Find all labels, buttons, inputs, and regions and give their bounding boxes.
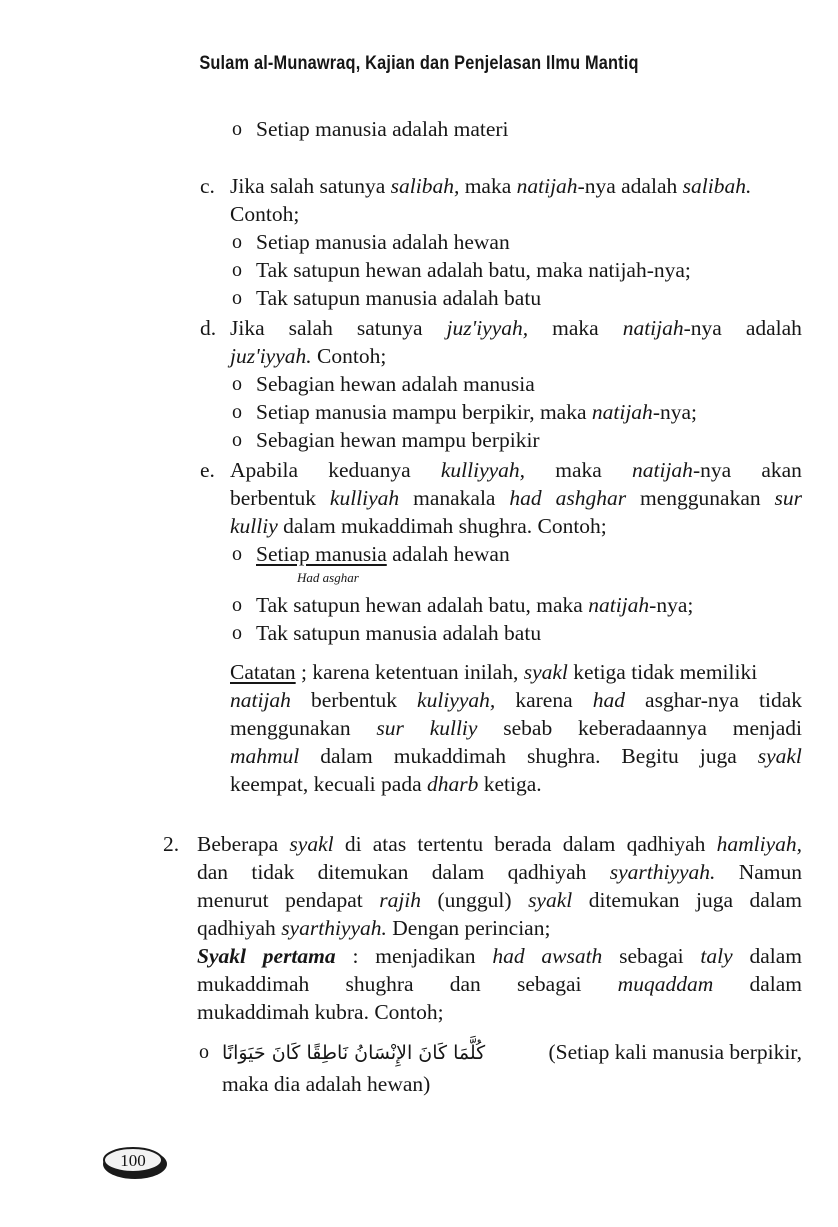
word: Begitu: [621, 744, 679, 768]
text-italic: syakl: [289, 832, 334, 856]
paragraph-line: Contoh;: [230, 202, 300, 226]
text: ditemukan juga dalam: [572, 888, 802, 912]
paragraph-line: [230, 456, 802, 484]
word: Apabila: [230, 458, 299, 482]
underlined-term: Setiap manusia: [256, 542, 387, 566]
text: ; karena ketentuan inilah,: [295, 660, 524, 684]
text: menggunakan: [626, 486, 775, 510]
word: maka: [552, 316, 599, 340]
bullet-icon: o: [232, 259, 242, 281]
text-italic: had ashghar: [509, 486, 627, 510]
text: (unggul): [421, 888, 529, 912]
text: Setiap manusia mampu berpikir, maka: [256, 400, 592, 424]
paragraph-line: [197, 942, 802, 970]
text: Tak satupun hewan adalah batu, maka: [256, 593, 589, 617]
note-line: [230, 770, 542, 798]
word: mukaddimah: [197, 972, 310, 996]
word-italic: mahmul: [230, 744, 300, 768]
word: asghar-nya: [645, 688, 739, 712]
note-line: [230, 658, 757, 686]
text: Jika salah satunya: [230, 174, 391, 198]
text-italic: syarthiyyah.: [609, 860, 716, 884]
list-item: Sebagian hewan adalah manusia: [256, 372, 535, 396]
word: akan: [761, 458, 802, 482]
list-item: [222, 1038, 802, 1067]
word-italic: juz'iyyah,: [446, 316, 529, 340]
bullet-icon: o: [199, 1041, 209, 1063]
list-item: Sebagian hewan mampu berpikir: [256, 428, 540, 452]
word: [632, 456, 731, 484]
text-italic: hamliyah,: [716, 832, 803, 856]
text-italic: natijah: [516, 174, 578, 198]
bullet-icon: o: [232, 543, 242, 565]
list-item: [256, 591, 693, 619]
note-line: [230, 714, 802, 742]
text-italic: natijah: [591, 400, 653, 424]
paragraph-line: [230, 512, 607, 540]
text-italic: salibah,: [390, 174, 460, 198]
word: shughra: [345, 972, 414, 996]
word: dalam: [320, 744, 373, 768]
word: adalah: [745, 316, 802, 340]
text-italic: natijah: [622, 316, 684, 340]
page-number-badge: [100, 1143, 170, 1181]
paragraph-line: [230, 342, 386, 370]
word: Jika: [230, 316, 265, 340]
text: berbentuk: [230, 486, 330, 510]
text: -nya adalah: [577, 174, 683, 198]
text: qadhiyah: [197, 916, 282, 940]
list-item: Tak satupun manusia adalah batu: [256, 621, 542, 645]
word: berbentuk: [311, 688, 397, 712]
word-italic: syakl: [757, 744, 802, 768]
item-marker: d.: [200, 316, 217, 340]
paragraph-line: [230, 172, 751, 200]
text: dan tidak ditemukan dalam qadhiyah: [197, 860, 610, 884]
text: Namun: [715, 860, 802, 884]
word-italic: kuliyyah,: [417, 688, 496, 712]
text: -nya: [683, 316, 722, 340]
page-number: 100: [120, 1151, 146, 1170]
text: : menjadikan: [335, 944, 493, 968]
bullet-icon: o: [232, 429, 242, 451]
arabic-text: كُلَّمَا كَانَ الإِنْسَانُ نَاطِقًا كَانَ حَيَوَانًا: [222, 1042, 486, 1064]
word: juga: [699, 744, 737, 768]
running-header: Sulam al-Munawraq, Kajian dan Penjelasan Ilmu Mantiq: [199, 53, 639, 74]
text-italic: taly: [700, 944, 733, 968]
item-marker: e.: [200, 458, 215, 482]
text-italic: rajih: [379, 888, 422, 912]
word-italic: kulliyyah,: [440, 458, 526, 482]
paragraph-line: [197, 858, 802, 886]
note-line: [230, 686, 802, 714]
text-italic: syarthiyyah.: [281, 916, 387, 940]
word: [623, 314, 722, 342]
text: -nya;: [652, 400, 697, 424]
text: dalam: [732, 944, 802, 968]
list-item: [256, 540, 510, 568]
paragraph-line: [197, 886, 802, 914]
bullet-icon: o: [232, 622, 242, 644]
word: dalam: [749, 972, 802, 996]
word: sebab: [503, 716, 553, 740]
paragraph-line: [197, 914, 550, 942]
word-italic: kulliy: [429, 716, 478, 740]
text-italic: salibah.: [682, 174, 752, 198]
text: Beberapa: [197, 832, 290, 856]
badge-oval-icon: [100, 1143, 170, 1181]
text-italic: natijah: [588, 593, 650, 617]
text-italic: had awsath: [492, 944, 603, 968]
text: ketiga.: [478, 772, 542, 796]
text: dalam mukaddimah shughra. Contoh;: [277, 514, 607, 538]
word: sebagai: [517, 972, 582, 996]
bullet-icon: o: [232, 594, 242, 616]
text: keempat, kecuali pada: [230, 772, 427, 796]
bullet-icon: o: [232, 287, 242, 309]
text-italic: dharb: [427, 772, 479, 796]
text: -nya;: [649, 593, 694, 617]
word-italic: muqaddam: [617, 972, 714, 996]
text: adalah hewan: [386, 542, 510, 566]
word-italic: sur: [376, 716, 404, 740]
bullet-icon: o: [232, 118, 242, 140]
list-item: Tak satupun hewan adalah batu, maka natijah-nya;: [256, 258, 691, 282]
bullet-icon: o: [232, 373, 242, 395]
list-item: Tak satupun manusia adalah batu: [256, 286, 542, 310]
list-item: Setiap manusia adalah materi: [256, 117, 509, 141]
text: (Setiap kali manusia berpikir,: [548, 1040, 802, 1064]
paragraph-line: [197, 830, 802, 858]
text: -nya: [692, 458, 732, 482]
list-item: [256, 398, 697, 426]
word: salah: [288, 316, 333, 340]
list-item-continuation: maka dia adalah hewan): [222, 1072, 431, 1096]
word: satunya: [356, 316, 423, 340]
text: di atas tertentu berada dalam qadhiyah: [333, 832, 717, 856]
word: menggunakan: [230, 716, 351, 740]
item-marker: 2.: [163, 832, 180, 856]
word: mukaddimah: [393, 744, 507, 768]
text-italic: sur: [774, 486, 803, 510]
text: menurut pendapat: [197, 888, 380, 912]
paragraph-line: [197, 970, 802, 998]
list-item: Setiap manusia adalah hewan: [256, 230, 510, 254]
text-italic: syakl: [523, 660, 568, 684]
term-bold-italic: Syakl pertama: [197, 944, 336, 968]
paragraph-line: [230, 314, 802, 342]
word: menjadi: [732, 716, 802, 740]
paragraph-line: mukaddimah kubra. Contoh;: [197, 1000, 444, 1024]
note-line: [230, 742, 802, 770]
bullet-icon: o: [232, 231, 242, 253]
word-italic: had: [592, 688, 625, 712]
text: ketiga tidak memiliki: [567, 660, 758, 684]
text: maka: [459, 174, 517, 198]
word-italic: natijah: [230, 688, 291, 712]
bullet-icon: o: [232, 401, 242, 423]
text-italic: juz'iyyah.: [230, 344, 312, 368]
text: sebagai: [602, 944, 701, 968]
word: keberadaannya: [578, 716, 707, 740]
item-marker: c.: [200, 174, 215, 198]
word: shughra.: [527, 744, 601, 768]
text: Contoh;: [311, 344, 387, 368]
paragraph-line: [230, 484, 802, 512]
text-italic: kulliy: [230, 514, 278, 538]
word: dan: [449, 972, 481, 996]
word: keduanya: [328, 458, 411, 482]
text-italic: natijah: [632, 458, 693, 482]
text: Dengan perincian;: [386, 916, 551, 940]
word: maka: [555, 458, 602, 482]
note-label: Catatan: [230, 660, 296, 684]
word: karena: [515, 688, 573, 712]
term-annotation: Had asghar: [297, 570, 359, 585]
text-italic: syakl: [528, 888, 573, 912]
word: tidak: [759, 688, 802, 712]
text-italic: kulliyah: [329, 486, 400, 510]
text: manakala: [399, 486, 510, 510]
